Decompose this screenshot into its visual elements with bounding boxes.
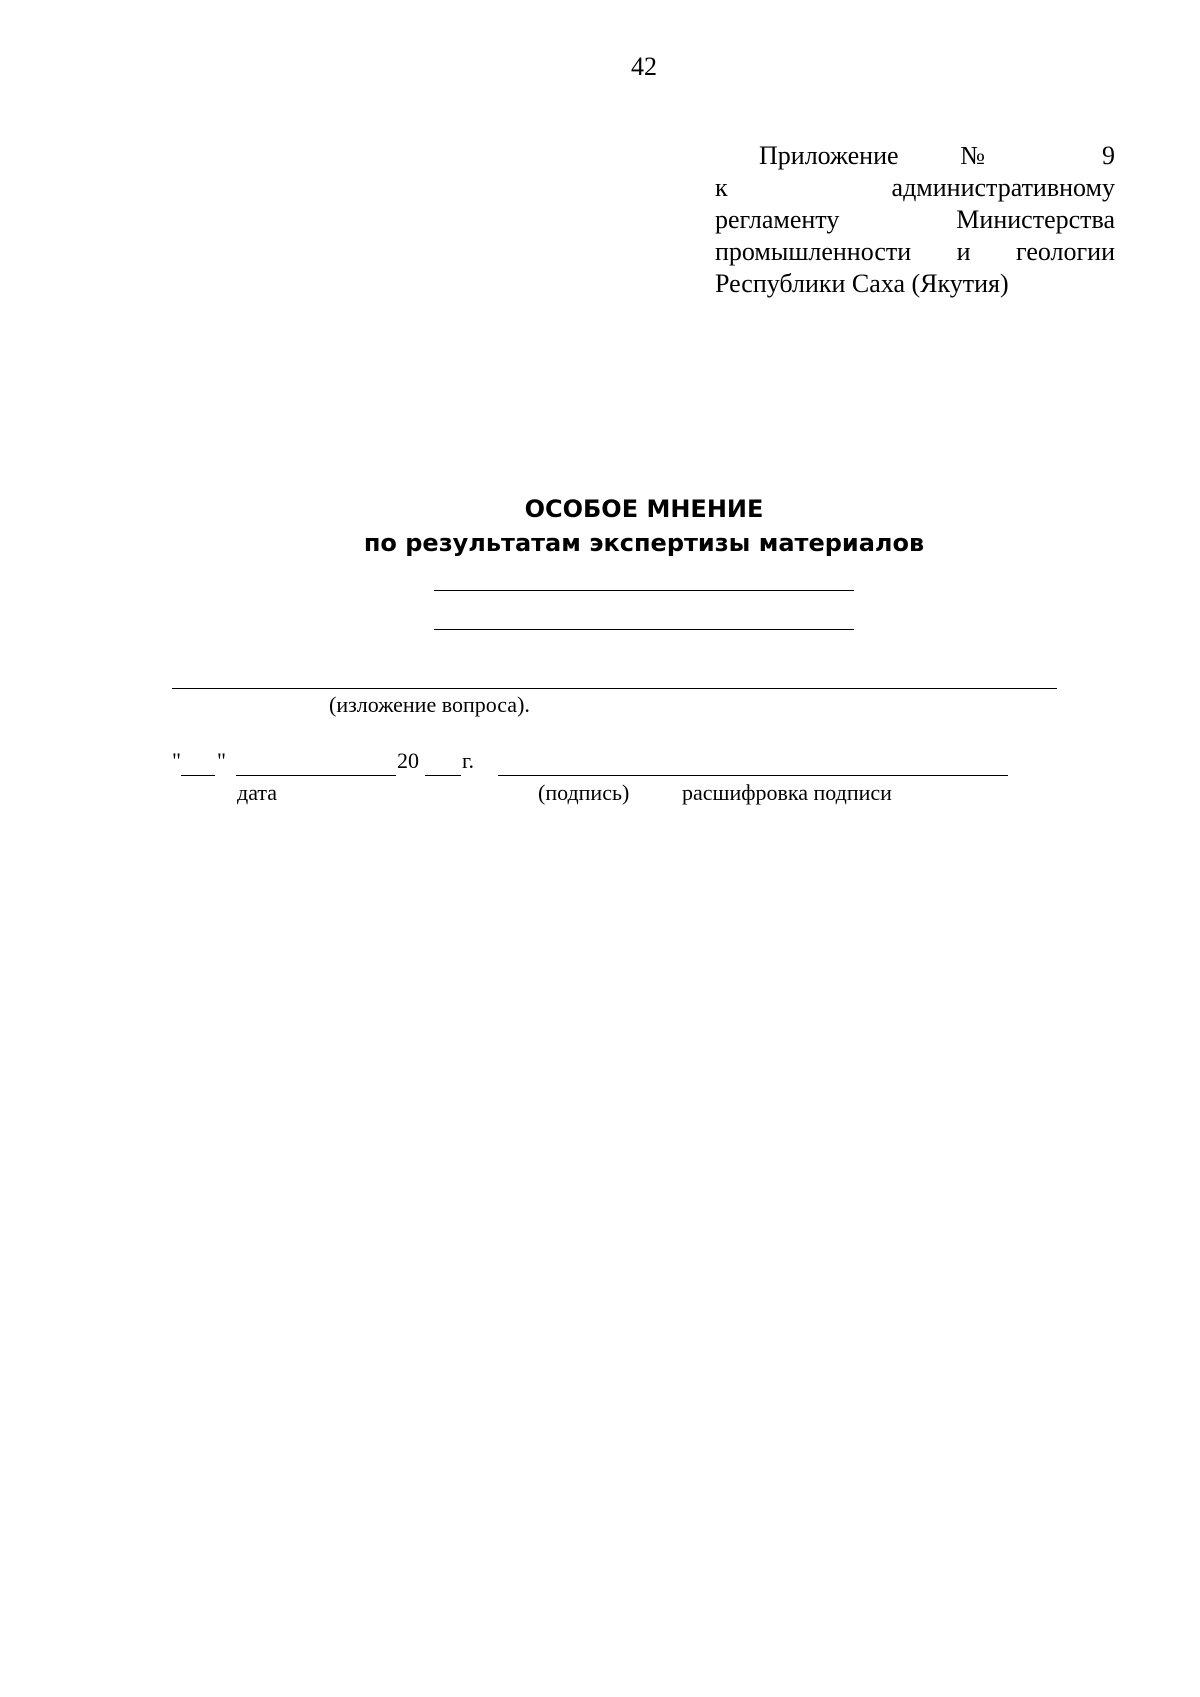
- signature-decoding-caption: расшифровка подписи: [682, 780, 892, 805]
- year-suffix: г.: [462, 748, 475, 773]
- title-blank-line: [434, 629, 854, 630]
- day-quote-close: ": [217, 748, 226, 773]
- question-caption: (изложение вопроса).: [329, 692, 530, 717]
- question-blank-line: [172, 688, 1057, 689]
- year-prefix: 20: [397, 748, 419, 773]
- appendix-line: промышленности и геологии: [715, 237, 1115, 266]
- day-quote-open: ": [172, 748, 181, 773]
- page-number: 42: [631, 52, 657, 81]
- date-caption: дата: [237, 780, 278, 805]
- year-blank-line: [425, 775, 461, 776]
- title-subtitle: по результатам экспертизы материалов: [363, 529, 925, 557]
- appendix-reference: [715, 140, 1115, 300]
- appendix-line: регламенту Министерства: [715, 205, 1115, 234]
- month-blank-line: [236, 775, 396, 776]
- title-main: ОСОБОЕ МНЕНИЕ: [524, 495, 764, 523]
- appendix-line: Приложение № 9: [759, 141, 1115, 170]
- appendix-line: Республики Саха (Якутия): [715, 269, 1009, 298]
- title-blank-line: [434, 590, 854, 591]
- appendix-line: к административному: [715, 173, 1115, 202]
- signature-blank-line: [498, 775, 1008, 776]
- signature-caption: (подпись): [538, 780, 630, 805]
- day-blank-line: [181, 775, 215, 776]
- document-title: [0, 492, 1200, 560]
